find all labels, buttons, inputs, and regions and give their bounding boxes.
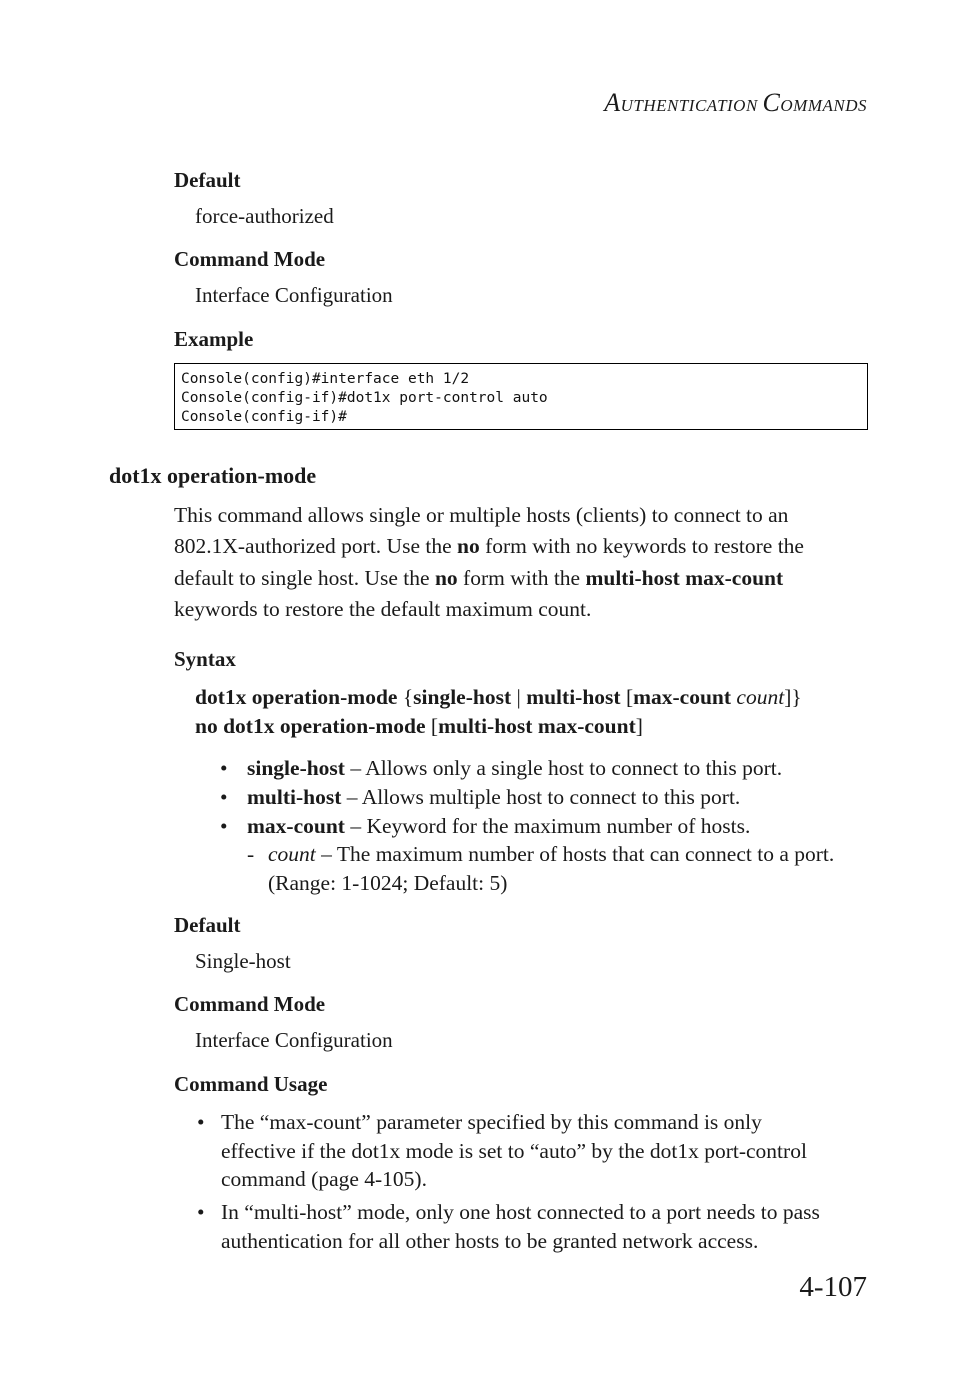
usage-line: effective if the dot1x mode is set to “auto” by the dot1x port-control	[221, 1138, 807, 1163]
command-description	[174, 500, 874, 625]
syntax-line-no-command: no dot1x operation-mode [multi-host max-count]	[195, 714, 643, 738]
default-value-2: Single-host	[195, 949, 291, 973]
code-line: Console(config-if)#dot1x port-control auto	[181, 390, 548, 406]
description-line: This command allows single or multiple hosts (clients) to connect to an	[174, 503, 789, 527]
description-line: default to single host. Use the no form with the multi-host max-count	[174, 565, 784, 590]
default-value-1: force-authorized	[195, 204, 334, 228]
header-word-2-rest: OMMANDS	[780, 96, 867, 115]
bullet-icon: •	[197, 1110, 205, 1134]
usage-item	[195, 1198, 820, 1255]
bullet-icon: •	[197, 1200, 205, 1224]
command-mode-value-1: Interface Configuration	[195, 283, 393, 307]
description-line: 802.1X-authorized port. Use the no form with no keywords to restore the	[174, 534, 804, 559]
usage-line: The “max-count” parameter specified by this command is only	[221, 1110, 762, 1134]
usage-line: authentication for all other hosts to be granted network access.	[221, 1228, 759, 1253]
usage-line: command (page 4-105).	[221, 1167, 427, 1191]
sub-list-item-continuation: (Range: 1-1024; Default: 5)	[268, 871, 508, 896]
section-title: dot1x operation-mode	[109, 463, 317, 488]
command-usage-heading: Command Usage	[174, 1072, 328, 1096]
description-line: keywords to restore the default maximum count.	[174, 596, 592, 621]
code-example-box	[174, 363, 868, 430]
page-number: 4-107	[799, 1271, 867, 1303]
bullet-icon: •	[220, 756, 228, 780]
usage-item	[195, 1108, 807, 1194]
header-word-1-rest: UTHENTICATION	[620, 96, 763, 115]
header-initial-a: A	[604, 88, 621, 117]
command-mode-heading-2: Command Mode	[174, 992, 326, 1016]
command-mode-heading-1: Command Mode	[174, 247, 326, 271]
default-heading-1: Default	[174, 168, 241, 192]
bullet-icon: •	[220, 813, 228, 838]
running-header	[604, 88, 867, 118]
code-line: Console(config)#interface eth 1/2	[181, 371, 470, 387]
syntax-block	[195, 683, 802, 741]
list-item: • multi-host – Allows multiple host to connect to this port.	[220, 783, 834, 812]
header-initial-c: C	[762, 88, 781, 117]
syntax-heading: Syntax	[174, 647, 236, 671]
list-item: • max-count – Keyword for the maximum number of hosts.	[220, 812, 834, 841]
example-heading: Example	[174, 327, 254, 351]
bullet-icon: •	[220, 784, 228, 809]
list-item: • single-host – Allows only a single host to connect to this port.	[220, 754, 834, 783]
parameter-list	[220, 754, 834, 898]
dash-marker: -	[247, 842, 255, 867]
syntax-line-command: dot1x operation-mode {single-host | multi-host [max-count count]}	[195, 685, 802, 709]
usage-line: In “multi-host” mode, only one host connected to a port needs to pass	[221, 1200, 820, 1224]
command-mode-value-2: Interface Configuration	[195, 1028, 393, 1052]
sub-list-item: - count – The maximum number of hosts that can connect to a port.	[220, 840, 834, 869]
code-line: Console(config-if)#	[181, 409, 347, 425]
default-heading-2: Default	[174, 913, 241, 937]
